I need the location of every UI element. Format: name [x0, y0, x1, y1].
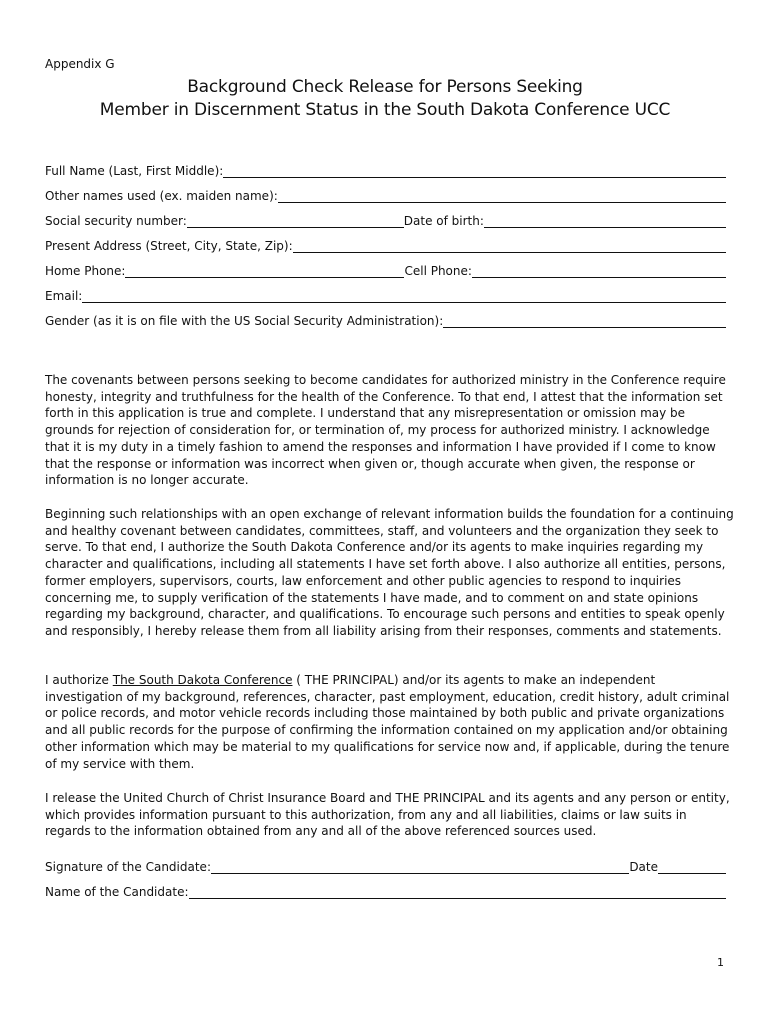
- home-phone-field[interactable]: [125, 263, 404, 278]
- gender-row: [45, 310, 726, 328]
- candidate-name-field[interactable]: [189, 884, 727, 899]
- dob-field[interactable]: [484, 213, 726, 228]
- email-field[interactable]: [82, 288, 726, 303]
- cell-phone-field[interactable]: [472, 263, 726, 278]
- release-paragraph: I release the United Church of Christ Insurance Board and THE PRINCIPAL and its agents and any person or entity, which provides information pursuant to this authorization, from any and all liabilities, claims or law suits in regards to the information obtained from any and all of the above referenced sources used.: [45, 791, 730, 839]
- investigation-body: ( THE PRINCIPAL) and/or its agents to make an independent investigation of my background, references, character, past employment, education, credit history, adult criminal or police records, and motor vehicle records including those maintained by both public and private organizations and all public records for the purpose of confirming the information contained on my application and/or obtaining other information which may be material to my qualifications for service now and, if applicable, during the tenure of my service with them.: [45, 673, 730, 771]
- email-label: Email:: [45, 289, 83, 303]
- cell-phone-label: Cell Phone:: [404, 264, 472, 278]
- date-field[interactable]: [658, 859, 726, 874]
- candidate-name-row: [45, 881, 726, 899]
- other-names-field[interactable]: [278, 188, 726, 203]
- gender-label: Gender (as it is on file with the US Social Security Administration):: [45, 314, 444, 328]
- signature-field[interactable]: [211, 859, 629, 874]
- other-names-row: [45, 185, 726, 203]
- ssn-label: Social security number:: [45, 214, 187, 228]
- ssn-dob-row: [45, 210, 726, 228]
- full-name-label: Full Name (Last, First Middle):: [45, 164, 224, 178]
- full-name-row: [45, 160, 726, 178]
- ssn-field[interactable]: [187, 213, 404, 228]
- gender-field[interactable]: [443, 313, 726, 328]
- investigation-paragraph: [45, 672, 735, 772]
- signature-row: [45, 856, 726, 874]
- email-row: [45, 285, 726, 303]
- full-name-field[interactable]: [223, 163, 726, 178]
- address-field[interactable]: [293, 238, 726, 253]
- dob-label: Date of birth:: [403, 214, 484, 228]
- date-label: Date: [629, 860, 658, 874]
- authorization-paragraph: Beginning such relationships with an open exchange of relevant information builds the foundation for a continuing and healthy covenant between candidates, committees, staff, and volunteers and the organization they seek to serve. To that end, I authorize the South Dakota Conference and/or its agents to make inquiries regarding my character and qualifications, including all statements I have set forth above. I also authorize all entities, persons, former employers, supervisors, courts, law enforcement and other public agencies to respond to inquiries concerning me, to supply verification of the statements I have made, and to comment on and state opinions regarding my background, character, and qualifications. To encourage such persons and entities to speak openly and responsibly, I hereby release them from all liability arising from their responses, comments and statements.: [45, 507, 734, 638]
- investigation-intro: I authorize: [45, 673, 113, 687]
- home-phone-label: Home Phone:: [45, 264, 126, 278]
- covenant-paragraph: The covenants between persons seeking to become candidates for authorized ministry in the Conference require honesty, integrity and truthfulness for the health of the Conference. To that end, I attest that the information set forth in this application is true and complete. I understand that any misrepresentation or omission may be grounds for rejection of consideration for, or termination of, my process for authorized ministry. I acknowledge that it is my duty in a timely fashion to amend the responses and information I have provided if I come to know that the response or information was incorrect when given or, though accurate when given, the response or information is no longer accurate.: [45, 373, 726, 488]
- address-label: Present Address (Street, City, State, Zip):: [45, 239, 293, 253]
- phone-row: [45, 260, 726, 278]
- page-number: 1: [717, 956, 724, 969]
- document-title-line-1: Background Check Release for Persons Seeking: [187, 77, 583, 97]
- appendix-label: Appendix G: [45, 57, 115, 71]
- other-names-label: Other names used (ex. maiden name):: [45, 189, 278, 203]
- document-title-line-2: Member in Discernment Status in the South Dakota Conference UCC: [99, 100, 671, 120]
- candidate-name-label: Name of the Candidate:: [45, 885, 189, 899]
- principal-name: The South Dakota Conference: [112, 673, 293, 687]
- address-row: [45, 235, 726, 253]
- signature-label: Signature of the Candidate:: [45, 860, 211, 874]
